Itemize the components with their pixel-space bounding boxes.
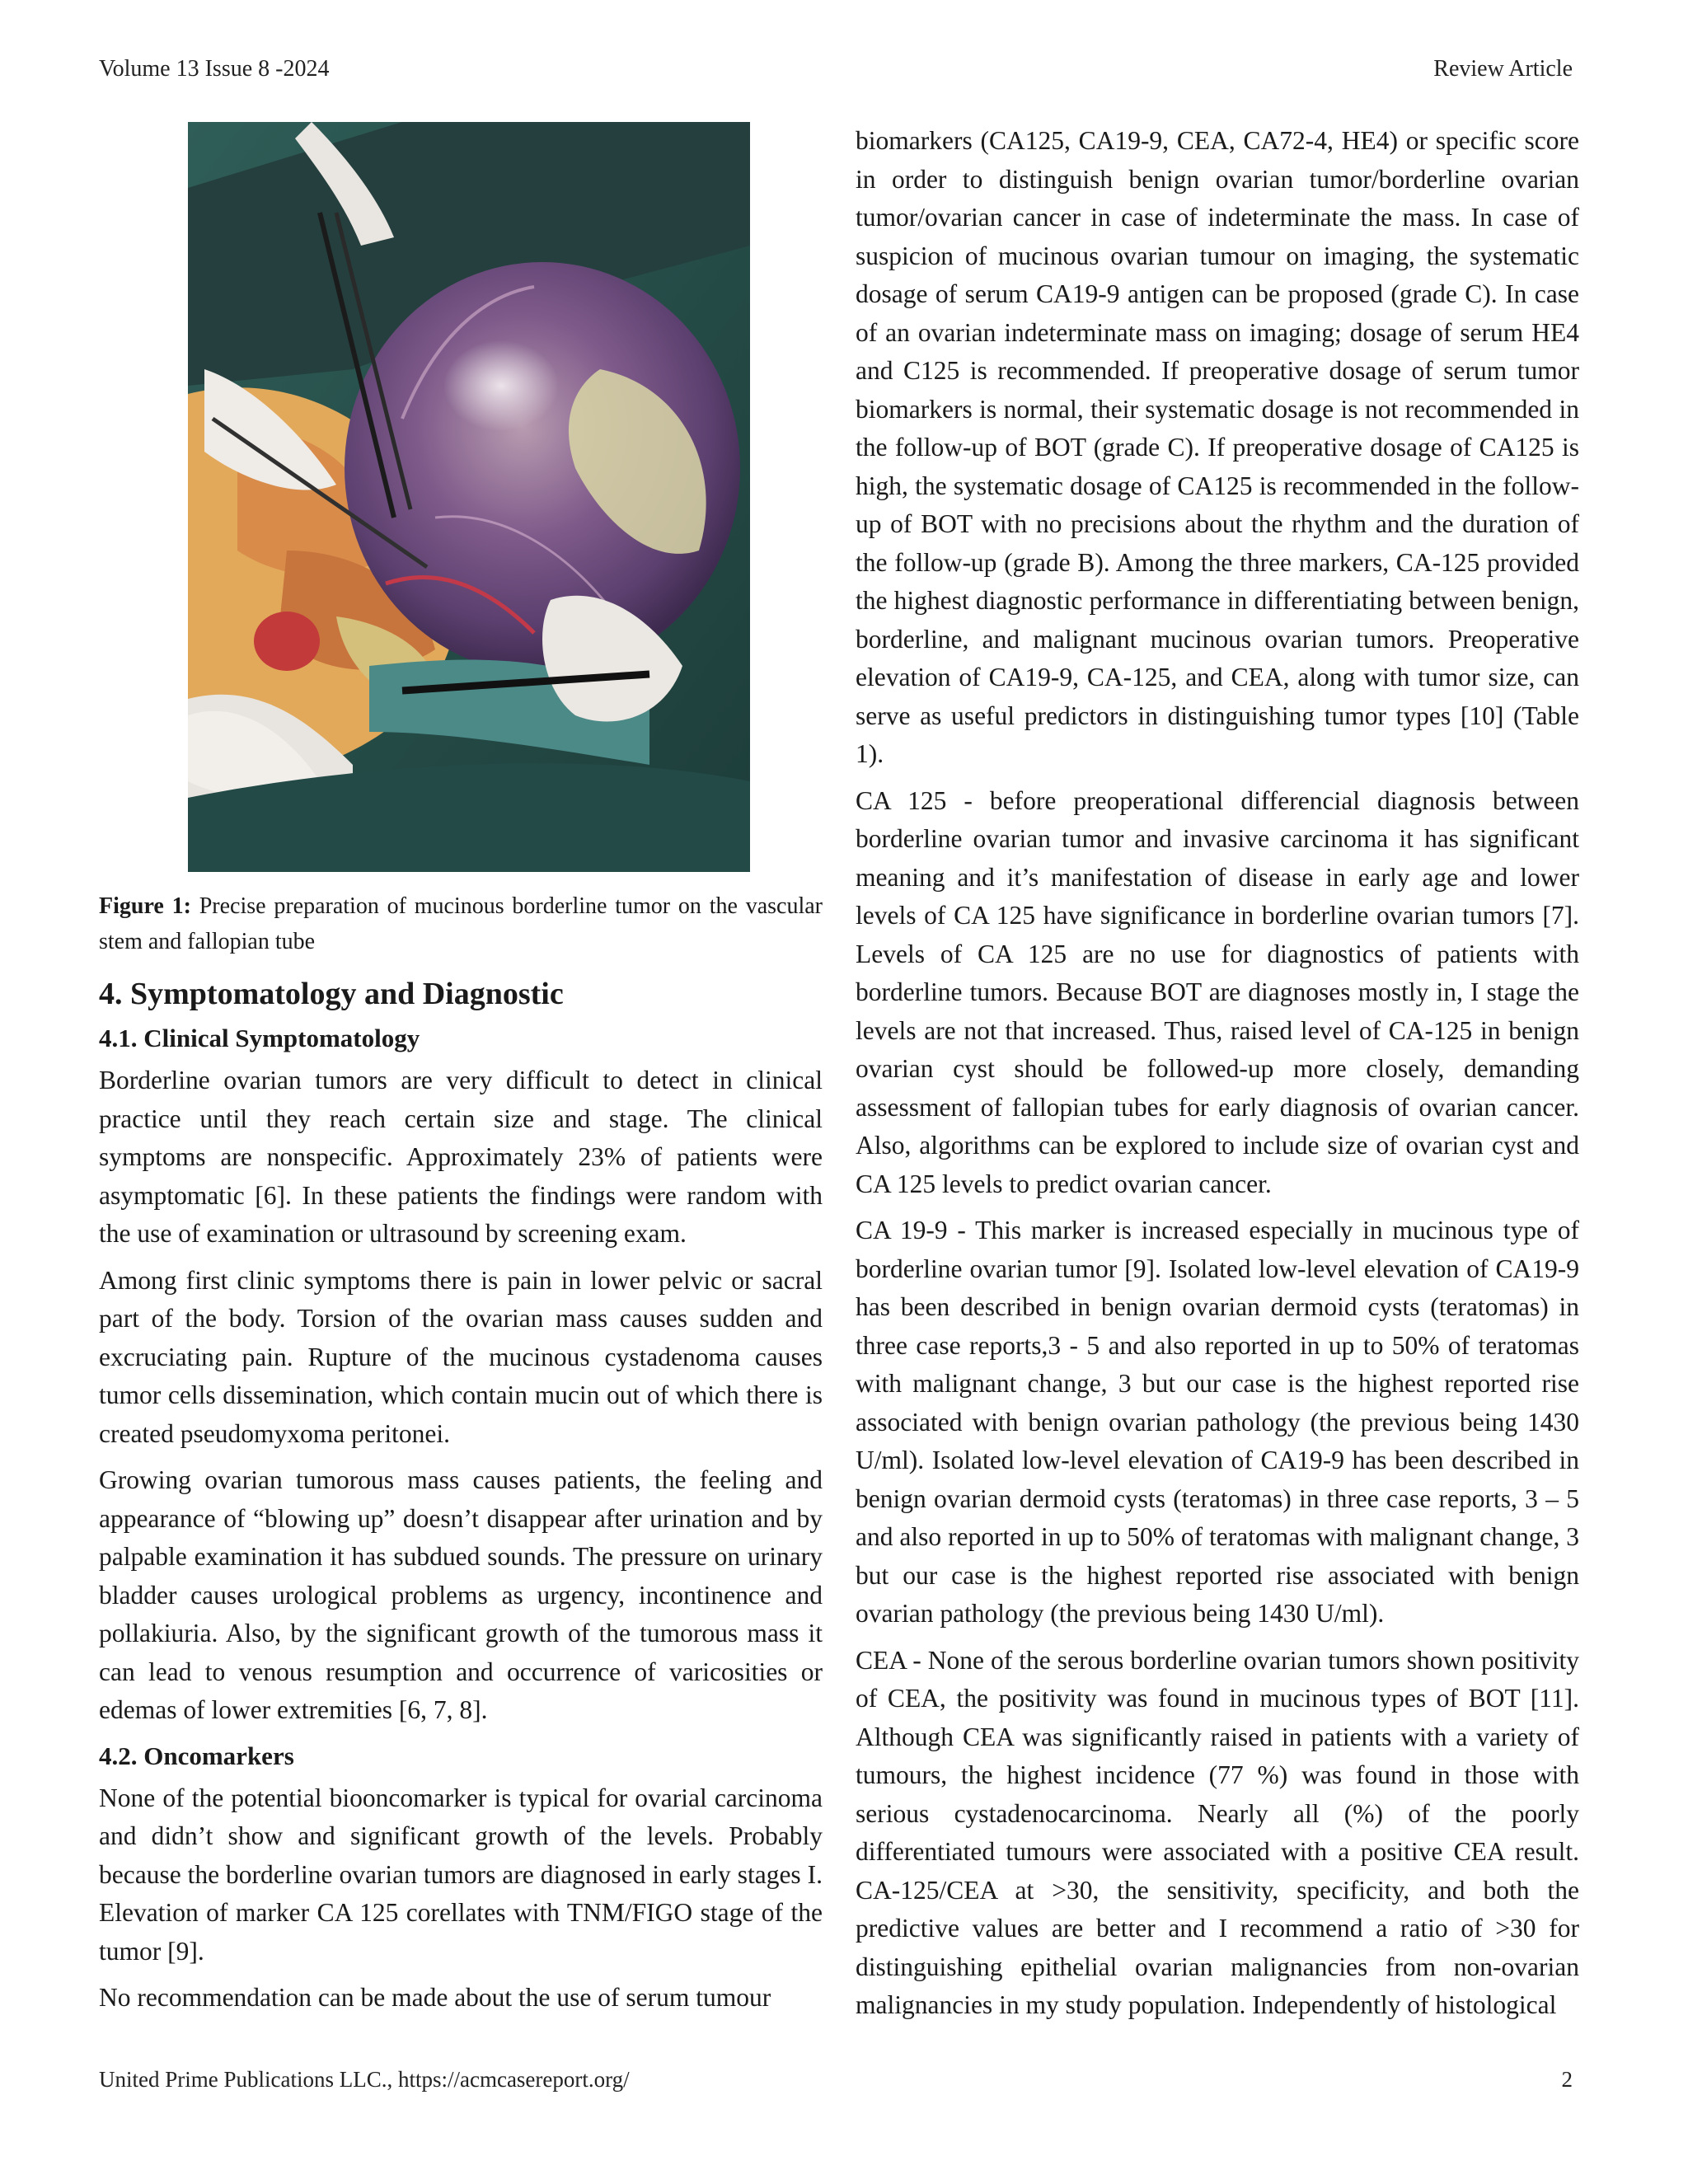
- paragraph: Borderline ovarian tumors are very difficult to detect in clinical practice until they reach certain size and stage. The clinical symptoms are nonspecific. Approximately 23% of patients were asymptomatic [6]. In these patients the findings were random with the use of examination or ultrasound by screening exam.: [99, 1066, 823, 1248]
- paragraph: No recommendation can be made about the use of serum tumour: [99, 1983, 771, 2012]
- page-footer: [99, 2067, 1573, 2093]
- paragraph-cea: CEA - None of the serous borderline ovarian tumors shown positivity of CEA, the positivity was found in mucinous types of BOT [11]. Although CEA was significantly raised in patients with a variety of tumours, the highest incidence (77 %) was found in those with serious cystadenocarcinoma. Nearly all (%) of the poorly differentiated tumours were associated with a positive CEA result. CA-125/CEA at >30, the sensitivity, specificity, and both the predictive values are better and I recommend a ratio of >30 for distinguishing epithelial ovarian malignancies from non-ovarian malignancies in my study population. Independently of histological: [856, 1645, 1579, 2019]
- subsection-title-oncomarkers: 4.2. Oncomarkers: [99, 1741, 294, 1770]
- paragraph: Among first clinic symptoms there is pain in lower pelvic or sacral part of the body. Torsion of the ovarian mass causes sudden and excruciating pain. Rupture of the mucinous cystadenoma causes tumor cells dissemination, which contain mucin out of which there is created pseudomyxoma peritonei.: [99, 1265, 823, 1448]
- paragraph: None of the potential biooncomarker is typical for ovarial carcinoma and didn’t show and significant growth of the levels. Probably because the borderline ovarian tumors are diagnosed in early stages I. Elevation of marker CA 125 corellates with TNM/FIGO stage of the tumor [9].: [99, 1783, 823, 1966]
- paragraph: biomarkers (CA125, CA19-9, CEA, CA72-4, HE4) or specific score in order to distinguish benign ovarian tumor/borderline ovarian tumor/ovarian cancer in case of indeterminate the mass. In case of suspicion of mucinous ovarian tumour on imaging, the systematic dosage of serum CA19-9 antigen can be proposed (grade C). In case of an ovarian indeterminate mass on imaging; dosage of serum HE4 and C125 is recommended. If preoperative dosage of serum tumor biomarkers is normal, their systematic dosage is not recommended in the follow-up of BOT (grade C). If preoperative dosage of CA125 is high, the systematic dosage of CA125 is recommended in the follow-up of BOT with no precisions about the rhythm and the duration of the follow-up (grade B). Among the three markers, CA-125 provided the highest diagnostic performance in differentiating between benign, borderline, and malignant mucinous ovarian tumors. Preoperative elevation of CA19-9, CA-125, and CEA, along with tumor size, can serve as useful predictors in distinguishing tumor types [10] (Table 1).: [856, 126, 1579, 768]
- paragraph: Growing ovarian tumorous mass causes patients, the feeling and appearance of “blowing up” doesn’t disappear after urination and by palpable examination it has subdued sounds. The pressure on urinary bladder causes urological problems as urgency, incontinence and pollakiuria. Also, by the significant growth of the tumorous mass it can lead to venous resumption and occurrence of varicosities or edemas of lower extremities [6, 7, 8].: [99, 1465, 823, 1724]
- page-number: 2: [1561, 2067, 1573, 2092]
- paragraph-ca19-9: CA 19-9 - This marker is increased especially in mucinous type of borderline ovarian tumor [9]. Isolated low-level elevation of CA19-9 has been described in benign ovarian dermoid cysts (teratomas) in three case reports,3 - 5 and also reported in up to 50% of teratomas with malignant change, 3 but our case is the highest reported rise associated with benign ovarian pathology (the previous being 1430 U/ml). Isolated low-level elevation of CA19-9 has been described in benign ovarian dermoid cysts (teratomas) in three case reports, 3 – 5 and also reported in up to 50% of teratomas with malignant change, 3 but our case is the highest reported rise associated with benign ovarian pathology (the previous being 1430 U/ml).: [856, 1216, 1579, 1628]
- right-column: [856, 122, 1579, 2033]
- paragraph-ca125: CA 125 - before preoperational differencial diagnosis between borderline ovarian tumor and invasive carcinoma it has significant meaning and it’s manifestation of disease in early age and lower levels of CA 125 have significance in borderline ovarian tumors [7]. Levels of CA 125 are no use for diagnostics of patients with borderline tumors. Because BOT are diagnoses mostly in, I stage the levels are not that increased. Thus, raised level of CA-125 in benign ovarian cyst should be followed-up more closely, demanding assessment of fallopian tubes for early diagnosis of ovarian cancer. Also, algorithms can be explored to include size of ovarian cyst and CA 125 levels to predict ovarian cancer.: [856, 785, 1579, 1198]
- article-type: Review Article: [1433, 56, 1573, 82]
- publisher-info: United Prime Publications LLC., https://acmcasereport.org/: [99, 2067, 630, 2092]
- figure-label: Figure 1:: [99, 893, 191, 919]
- figure-1-caption: [99, 888, 823, 959]
- figure-caption-text: Precise preparation of mucinous borderline tumor on the vascular stem and fallopian tube: [99, 893, 823, 954]
- section-title: 4. Symptomatology and Diagnostic: [99, 977, 564, 1011]
- subsection-title-clinical: 4.1. Clinical Symptomatology: [99, 1024, 420, 1052]
- volume-issue: Volume 13 Issue 8 -2024: [99, 56, 330, 82]
- left-column: [99, 122, 823, 2026]
- running-header: [99, 56, 1573, 82]
- figure-1-image: [188, 122, 750, 872]
